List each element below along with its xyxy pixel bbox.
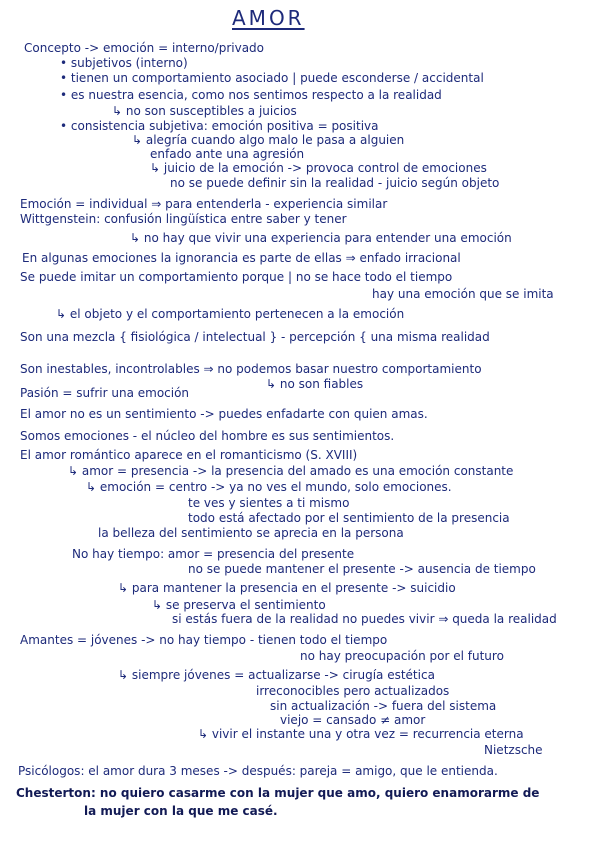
note-line: Emoción = individual ⇒ para entenderla - experiencia similar bbox=[20, 197, 388, 211]
note-line: si estás fuera de la realidad no puedes vivir ⇒ queda la realidad bbox=[172, 612, 557, 626]
note-line: Pasión = sufrir una emoción bbox=[20, 386, 190, 400]
note-line: hay una emoción que se imita bbox=[372, 287, 554, 301]
note-line: irreconocibles pero actualizados bbox=[256, 684, 450, 698]
note-line: ↳ emoción = centro -> ya no ves el mundo, solo emociones. bbox=[86, 480, 452, 494]
note-line: ↳ siempre jóvenes = actualizarse -> cirugía estética bbox=[118, 668, 435, 682]
note-line: sin actualización -> fuera del sistema bbox=[270, 699, 497, 713]
note-line: ↳ para mantener la presencia en el presente -> suicidio bbox=[118, 581, 456, 595]
note-line: no se puede mantener el presente -> ausencia de tiempo bbox=[188, 562, 536, 576]
note-line: Somos emociones - el núcleo del hombre es sus sentimientos. bbox=[20, 429, 395, 443]
note-line: Nietzsche bbox=[484, 743, 543, 757]
note-line: El amor no es un sentimiento -> puedes enfadarte con quien amas. bbox=[20, 407, 428, 421]
note-line: no se puede definir sin la realidad - juicio según objeto bbox=[170, 176, 500, 190]
note-line: ↳ se preserva el sentimiento bbox=[152, 598, 326, 612]
note-line: enfado ante una agresión bbox=[150, 147, 305, 161]
note-line: ↳ el objeto y el comportamiento pertenecen a la emoción bbox=[56, 307, 405, 321]
note-line: ↳ no son fiables bbox=[266, 377, 364, 391]
note-line: Chesterton: no quiero casarme con la mujer que amo, quiero enamorarme de bbox=[16, 786, 540, 800]
note-line: No hay tiempo: amor = presencia del presente bbox=[72, 547, 355, 561]
note-line: Se puede imitar un comportamiento porque | no se hace todo el tiempo bbox=[20, 270, 453, 284]
note-line: Amantes = jóvenes -> no hay tiempo - tienen todo el tiempo bbox=[20, 633, 388, 647]
note-line: viejo = cansado ≠ amor bbox=[280, 713, 426, 727]
note-line: • es nuestra esencia, como nos sentimos respecto a la realidad bbox=[60, 88, 442, 102]
note-line: Concepto -> emoción = interno/privado bbox=[24, 41, 264, 55]
note-line: ↳ alegría cuando algo malo le pasa a alguien bbox=[132, 133, 405, 147]
note-line: El amor romántico aparece en el romanticismo (S. XVIII) bbox=[20, 448, 358, 462]
note-line: ↳ amor = presencia -> la presencia del amado es una emoción constante bbox=[68, 464, 514, 478]
note-line: • consistencia subjetiva: emoción positiva = positiva bbox=[60, 119, 379, 133]
note-line: la mujer con la que me casé. bbox=[84, 804, 278, 818]
note-line: En algunas emociones la ignorancia es parte de ellas ⇒ enfado irracional bbox=[22, 251, 461, 265]
note-line: ↳ no son susceptibles a juicios bbox=[112, 104, 297, 118]
note-line: la belleza del sentimiento se aprecia en la persona bbox=[98, 526, 404, 540]
note-line: ↳ vivir el instante una y otra vez = recurrencia eterna bbox=[198, 727, 524, 741]
page-title: AMOR bbox=[232, 6, 305, 30]
note-line: todo está afectado por el sentimiento de la presencia bbox=[188, 511, 510, 525]
note-line: Son inestables, incontrolables ⇒ no podemos basar nuestro comportamiento bbox=[20, 362, 482, 376]
note-line: Psicólogos: el amor dura 3 meses -> después: pareja = amigo, que le entienda. bbox=[18, 764, 498, 778]
note-line: • tienen un comportamiento asociado | puede esconderse / accidental bbox=[60, 71, 484, 85]
note-line: no hay preocupación por el futuro bbox=[300, 649, 504, 663]
note-line: • subjetivos (interno) bbox=[60, 56, 188, 70]
note-line: te ves y sientes a ti mismo bbox=[188, 496, 350, 510]
note-line: Wittgenstein: confusión lingüística entre saber y tener bbox=[20, 212, 347, 226]
note-line: ↳ no hay que vivir una experiencia para entender una emoción bbox=[130, 231, 512, 245]
note-line: Son una mezcla { fisiológica / intelectual } - percepción { una misma realidad bbox=[20, 330, 490, 344]
note-line: ↳ juicio de la emoción -> provoca control de emociones bbox=[150, 161, 487, 175]
